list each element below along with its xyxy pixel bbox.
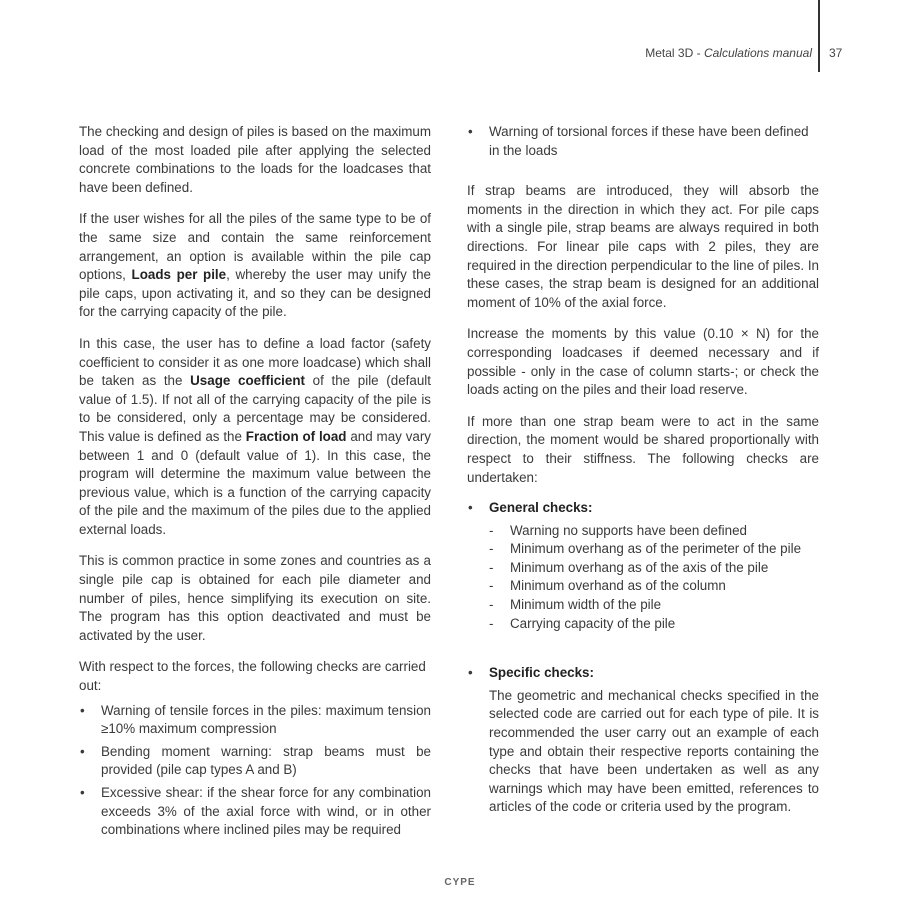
- specific-checks: [467, 664, 819, 683]
- option-name: Fraction of load: [245, 428, 347, 444]
- paragraph: This is common practice in some zones and countries as a single pile cap is obtained for each pile diameter and number of piles, hence simplifying its execution on site. The program has this option deactivated and must be activated by the user.: [79, 553, 431, 643]
- option-name: Usage coefficient: [190, 373, 305, 389]
- list-item: - Minimum width of the pile: [467, 596, 819, 615]
- list-item: - Minimum overhang as of the perimeter of the pile: [467, 540, 819, 559]
- header-divider: [818, 0, 820, 72]
- list-item: - Warning no supports have been defined: [467, 522, 819, 541]
- general-checks: [467, 499, 819, 633]
- list-item: • Warning of tensile forces in the piles: maximum tension ≥10% maximum compression: [79, 702, 431, 739]
- list-item: - Minimum overhand as of the column: [467, 577, 819, 596]
- manual-title: Metal 3D -: [645, 46, 704, 60]
- list-item: • Excessive shear: if the shear force for any combination exceeds 3% of the axial force with wind, or in other combinations where inclined piles may be required: [79, 784, 431, 840]
- paragraph: [79, 210, 431, 322]
- checks-list: [467, 123, 819, 160]
- list-item: [467, 499, 819, 518]
- list-item: [467, 664, 819, 683]
- paragraph: With respect to the forces, the following checks are carried out:: [79, 659, 426, 694]
- text: If the user wishes for all the piles of the same type to be of the same size and contain the same reinforcement arrangement, an option is available within the pile cap options,: [79, 211, 431, 283]
- text: , whereby the user may unify the pile caps, upon activating it, and so they can be designed for the carrying capacity of the pile.: [79, 267, 432, 320]
- option-name: Loads per pile: [131, 267, 227, 283]
- text: and may vary between 1 and 0 (default value of 1). In this case, the program will determine the maximum value between the previous value, which is a function of the carrying capacity of the pile and the maximum of the piles due to the applied external loads.: [79, 428, 431, 537]
- paragraph: Increase the moments by this value (0.10 × N) for the corresponding loadcases if deemed necessary and if possible - only in the case of column starts-; or check the loads acting on the piles and their load reserve.: [467, 326, 819, 398]
- text: of the pile (default value of 1.5). If not all of the carrying capacity of the pile is to be considered, only a percentage may be considered. This value is defined as the: [79, 373, 431, 444]
- list-item: • Bending moment warning: strap beams must be provided (pile cap types A and B): [79, 743, 431, 780]
- running-header: [645, 46, 812, 60]
- text: In this case, the user has to define a load factor (safety coefficient to consider it as one more loadcase) which shall be taken as the: [79, 335, 431, 389]
- footer-brand: CYPE: [444, 877, 476, 888]
- paragraph: The checking and design of piles is based on the maximum load of the most loaded pile after applying the selected concrete combinations to the loads for the loadcases that have been defined.: [79, 124, 431, 195]
- checks-list: [79, 702, 431, 840]
- left-column: [79, 123, 431, 844]
- list-item: - Carrying capacity of the pile: [467, 615, 819, 634]
- right-column: [467, 123, 819, 817]
- section-heading: Specific checks:: [489, 665, 594, 681]
- list-item: - Minimum overhang as of the axis of the pile: [467, 559, 819, 578]
- paragraph: If more than one strap beam were to act in the same direction, the moment would be shared proportionally with respect to their stiffness. The following checks are undertaken:: [467, 413, 819, 485]
- manual-subtitle: Calculations manual: [703, 46, 812, 60]
- list-item: • Warning of torsional forces if these have been defined in the loads: [467, 123, 819, 160]
- section-heading: General checks:: [489, 500, 593, 516]
- paragraph: [79, 335, 431, 540]
- page-number: 37: [829, 46, 843, 60]
- paragraph: If strap beams are introduced, they will absorb the moments in the direction in which they act. For pile caps with a single pile, strap beams are always required in both directions. For linear pile caps with 2 piles, they are required in the direction perpendicular to the line of piles. In these cases, the strap beam is designed for an additional moment of 10% of the axial force.: [467, 183, 819, 310]
- paragraph: The geometric and mechanical checks specified in the selected code are carried out for each type of pile. It is recommended the user carry out an example of each type and obtain their respective reports containing the checks that have been undertaken as well as any warnings which may have been emitted, references to articles of the code or criteria used by the program.: [489, 687, 819, 815]
